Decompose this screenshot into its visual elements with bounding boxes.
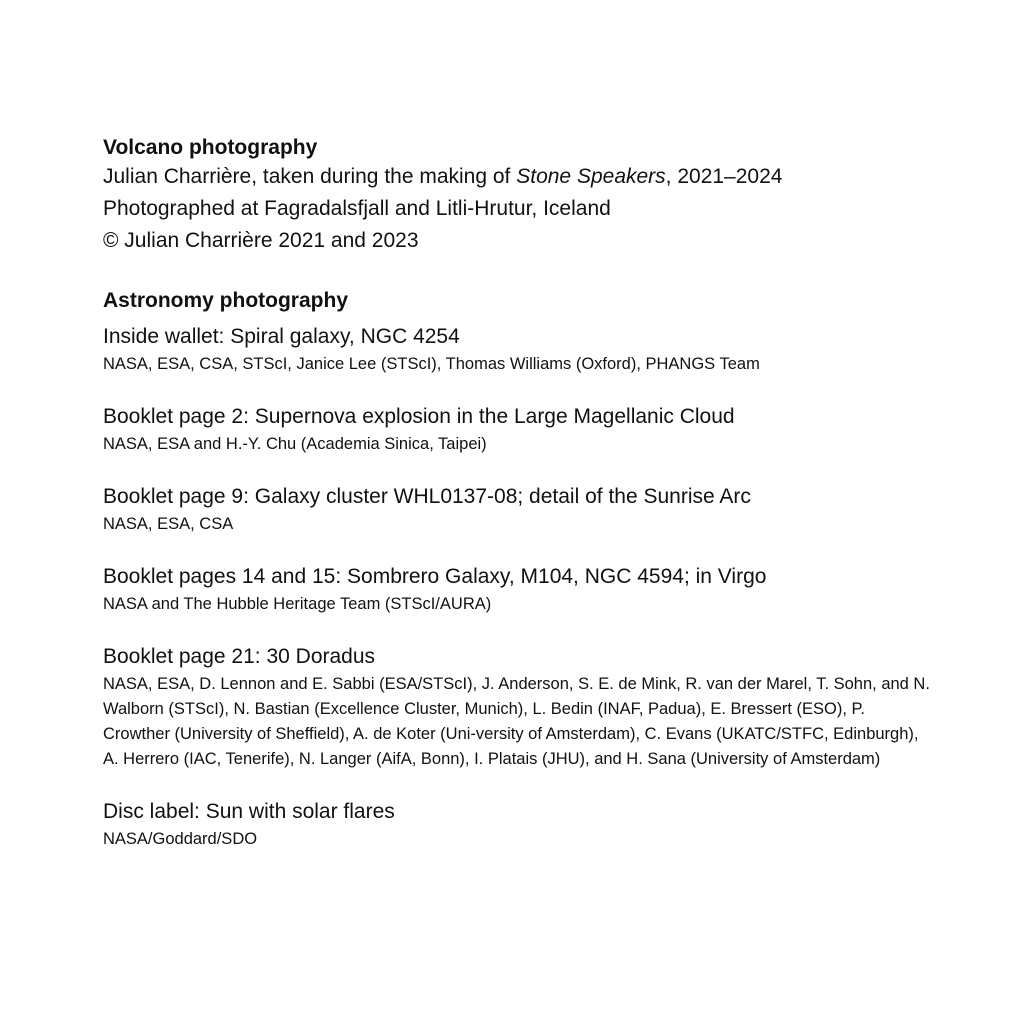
credit-entry bbox=[103, 322, 933, 377]
volcano-credit-suffix: , 2021–2024 bbox=[665, 165, 783, 188]
entry-title: Booklet page 9: Galaxy cluster WHL0137-08; detail of the Sunrise Arc bbox=[103, 485, 751, 508]
credit-entry bbox=[103, 797, 933, 852]
volcano-work-title: Stone Speakers bbox=[516, 165, 666, 188]
entry-credit: NASA/Goddard/SDO bbox=[103, 830, 258, 848]
volcano-heading: Volcano photography bbox=[103, 136, 318, 159]
volcano-credit-line bbox=[103, 161, 933, 193]
volcano-section bbox=[103, 135, 933, 257]
credit-entry bbox=[103, 402, 933, 457]
credits-page bbox=[103, 135, 933, 852]
volcano-credit-prefix: Julian Charrière, taken during the making of bbox=[103, 165, 517, 188]
entry-credit: NASA, ESA, CSA, STScI, Janice Lee (STScI), Thomas Williams (Oxford), PHANGS Team bbox=[103, 355, 760, 373]
credit-entry bbox=[103, 562, 933, 617]
entry-title: Booklet pages 14 and 15: Sombrero Galaxy, M104, NGC 4594; in Virgo bbox=[103, 565, 767, 588]
credit-entry bbox=[103, 642, 933, 772]
entry-credit: NASA, ESA and H.-Y. Chu (Academia Sinica, Taipei) bbox=[103, 435, 487, 453]
credit-entry bbox=[103, 482, 933, 537]
astronomy-section bbox=[103, 288, 933, 852]
entry-credit: NASA, ESA, D. Lennon and E. Sabbi (ESA/STScI), J. Anderson, S. E. de Mink, R. van der Marel, T. Sohn, and N. Walborn (STScI), N. Bastian (Excellence Cluster, Munich), L. Bedin (INAF, Padua), E. Bressert (ESO), P. Crowther (University of Sheffield), A. de Koter (Uni-versity of Amsterdam), C. Evans (UKATC/STFC, Edinburgh), A. Herrero (IAC, Tenerife), N. Langer (AifA, Bonn), I. Platais (JHU), and H. Sana (University of Amsterdam) bbox=[103, 675, 930, 768]
entry-title: Booklet page 2: Supernova explosion in the Large Magellanic Cloud bbox=[103, 405, 735, 428]
entry-title: Disc label: Sun with solar flares bbox=[103, 800, 395, 823]
entry-credit: NASA and The Hubble Heritage Team (STScI/AURA) bbox=[103, 595, 492, 613]
entry-credit: NASA, ESA, CSA bbox=[103, 515, 234, 533]
volcano-copyright-line: © Julian Charrière 2021 and 2023 bbox=[103, 229, 419, 252]
astronomy-heading: Astronomy photography bbox=[103, 289, 348, 312]
volcano-location-line: Photographed at Fagradalsfjall and Litli-Hrutur, Iceland bbox=[103, 197, 611, 220]
entry-title: Inside wallet: Spiral galaxy, NGC 4254 bbox=[103, 325, 460, 348]
entry-title: Booklet page 21: 30 Doradus bbox=[103, 645, 376, 668]
